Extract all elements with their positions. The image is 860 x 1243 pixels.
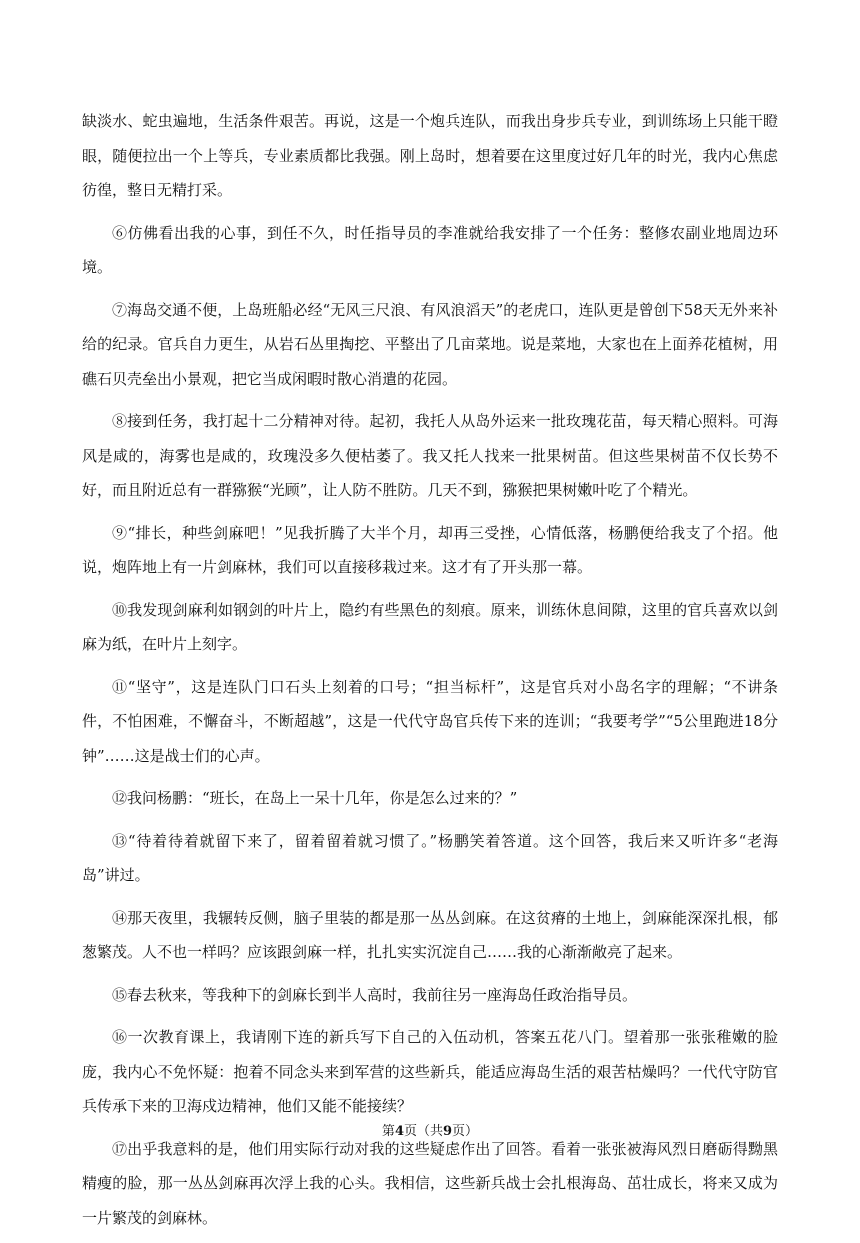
paragraph: ⑩我发现剑麻利如钢剑的叶片上，隐约有些黑色的刻痕。原来，训练休息间隙，这里的官兵喜欢以剑麻为纸，在叶片上刻字。 [82, 600, 778, 653]
paragraph: ⑰出乎我意料的是，他们用实际行动对我的这些疑虑作出了回答。看着一张张被海风烈日磨砺得黝黑精瘦的脸，那一丛丛剑麻再次浮上我的心头。我相信，这些新兵战士会扎根海岛、茁壮成长，将来又成为一片繁茂的剑麻林。 [82, 1139, 778, 1227]
paragraph: ⑪“坚守”，这是连队门口石头上刻着的口号；“担当标杆”，这是官兵对小岛名字的理解；“不讲条件，不怕困难，不懈奋斗，不断超越”，这是一代代守岛官兵传下来的连训；“我要考学”“5公里跑进18分钟”……这是战士们的心声。 [82, 677, 778, 765]
footer-prefix: 第 [381, 1124, 395, 1139]
paragraph: ⑧接到任务，我打起十二分精神对待。起初，我托人从岛外运来一批玫瑰花苗，每天精心照料。可海风是咸的，海雾也是咸的，玫瑰没多久便枯萎了。我又托人找来一批果树苗。但这些果树苗不仅长势不好，而且附近总有一群猕猴“光顾”，让人防不胜防。几天不到，猕猴把果树嫩叶吃了个精光。 [82, 412, 778, 499]
footer-total-pages: 9 [443, 1124, 453, 1139]
paragraph: ⑭那天夜里，我辗转反侧，脑子里装的都是那一丛丛剑麻。在这贫瘠的土地上，剑麻能深深扎根，郁葱繁茂。人不也一样吗？应该跟剑麻一样，扎扎实实沉淀自己……我的心渐渐敞亮了起来。 [82, 908, 778, 961]
paragraph: ⑦海岛交通不便，上岛班船必经“无风三尺浪、有风浪滔天”的老虎口，连队更是曾创下58天无外来补给的纪录。官兵自力更生，从岩石丛里掏挖、平整出了几亩菜地。说是菜地，大家也在上面养花植树，用礁石贝壳垒出小景观，把它当成闲暇时散心消遣的花园。 [82, 300, 778, 388]
paragraph: ⑯一次教育课上，我请刚下连的新兵写下自己的入伍动机，答案五花八门。望着那一张张稚嫩的脸庞，我内心不免怀疑：抱着不同念头来到军营的这些新兵，能适应海岛生活的艰苦枯燥吗？一代代守防官兵传承下来的卫海戍边精神，他们又能不能接续？ [82, 1028, 778, 1115]
paragraph: ⑬“待着待着就留下来了，留着留着就习惯了。”杨鹏笑着答道。这个回答，我后来又听许多“老海岛”讲过。 [82, 831, 778, 884]
paragraph: ⑨“排长，种些剑麻吧！”见我折腾了大半个月，却再三受挫，心情低落，杨鹏便给我支了个招。他说，炮阵地上有一片剑麻林，我们可以直接移栽过来。这才有了开头那一幕。 [82, 523, 778, 576]
footer-middle: 页（共 [403, 1124, 443, 1139]
paragraph: ⑫我问杨鹏：“班长，在岛上一呆十几年，你是怎么过来的？” [112, 789, 518, 807]
paragraph: 缺淡水、蛇虫遍地，生活条件艰苦。再说，这是一个炮兵连队，而我出身步兵专业，到训练场上只能干瞪眼，随便拉出一个上等兵，专业素质都比我强。刚上岛时，想着要在这里度过好几年的时光，我内心焦虑彷徨，整日无精打采。 [82, 112, 778, 199]
paragraph: ⑮春去秋来，等我种下的剑麻长到半人高时，我前往另一座海岛任政治指导员。 [112, 985, 638, 1004]
footer-suffix: 页） [452, 1124, 479, 1139]
paragraph: ⑥仿佛看出我的心事，到任不久，时任指导员的李准就给我安排了一个任务：整修农副业地周边环境。 [82, 223, 778, 276]
page-footer [0, 1122, 860, 1142]
article-body [82, 104, 778, 1243]
footer-page-number: 4 [394, 1124, 404, 1139]
